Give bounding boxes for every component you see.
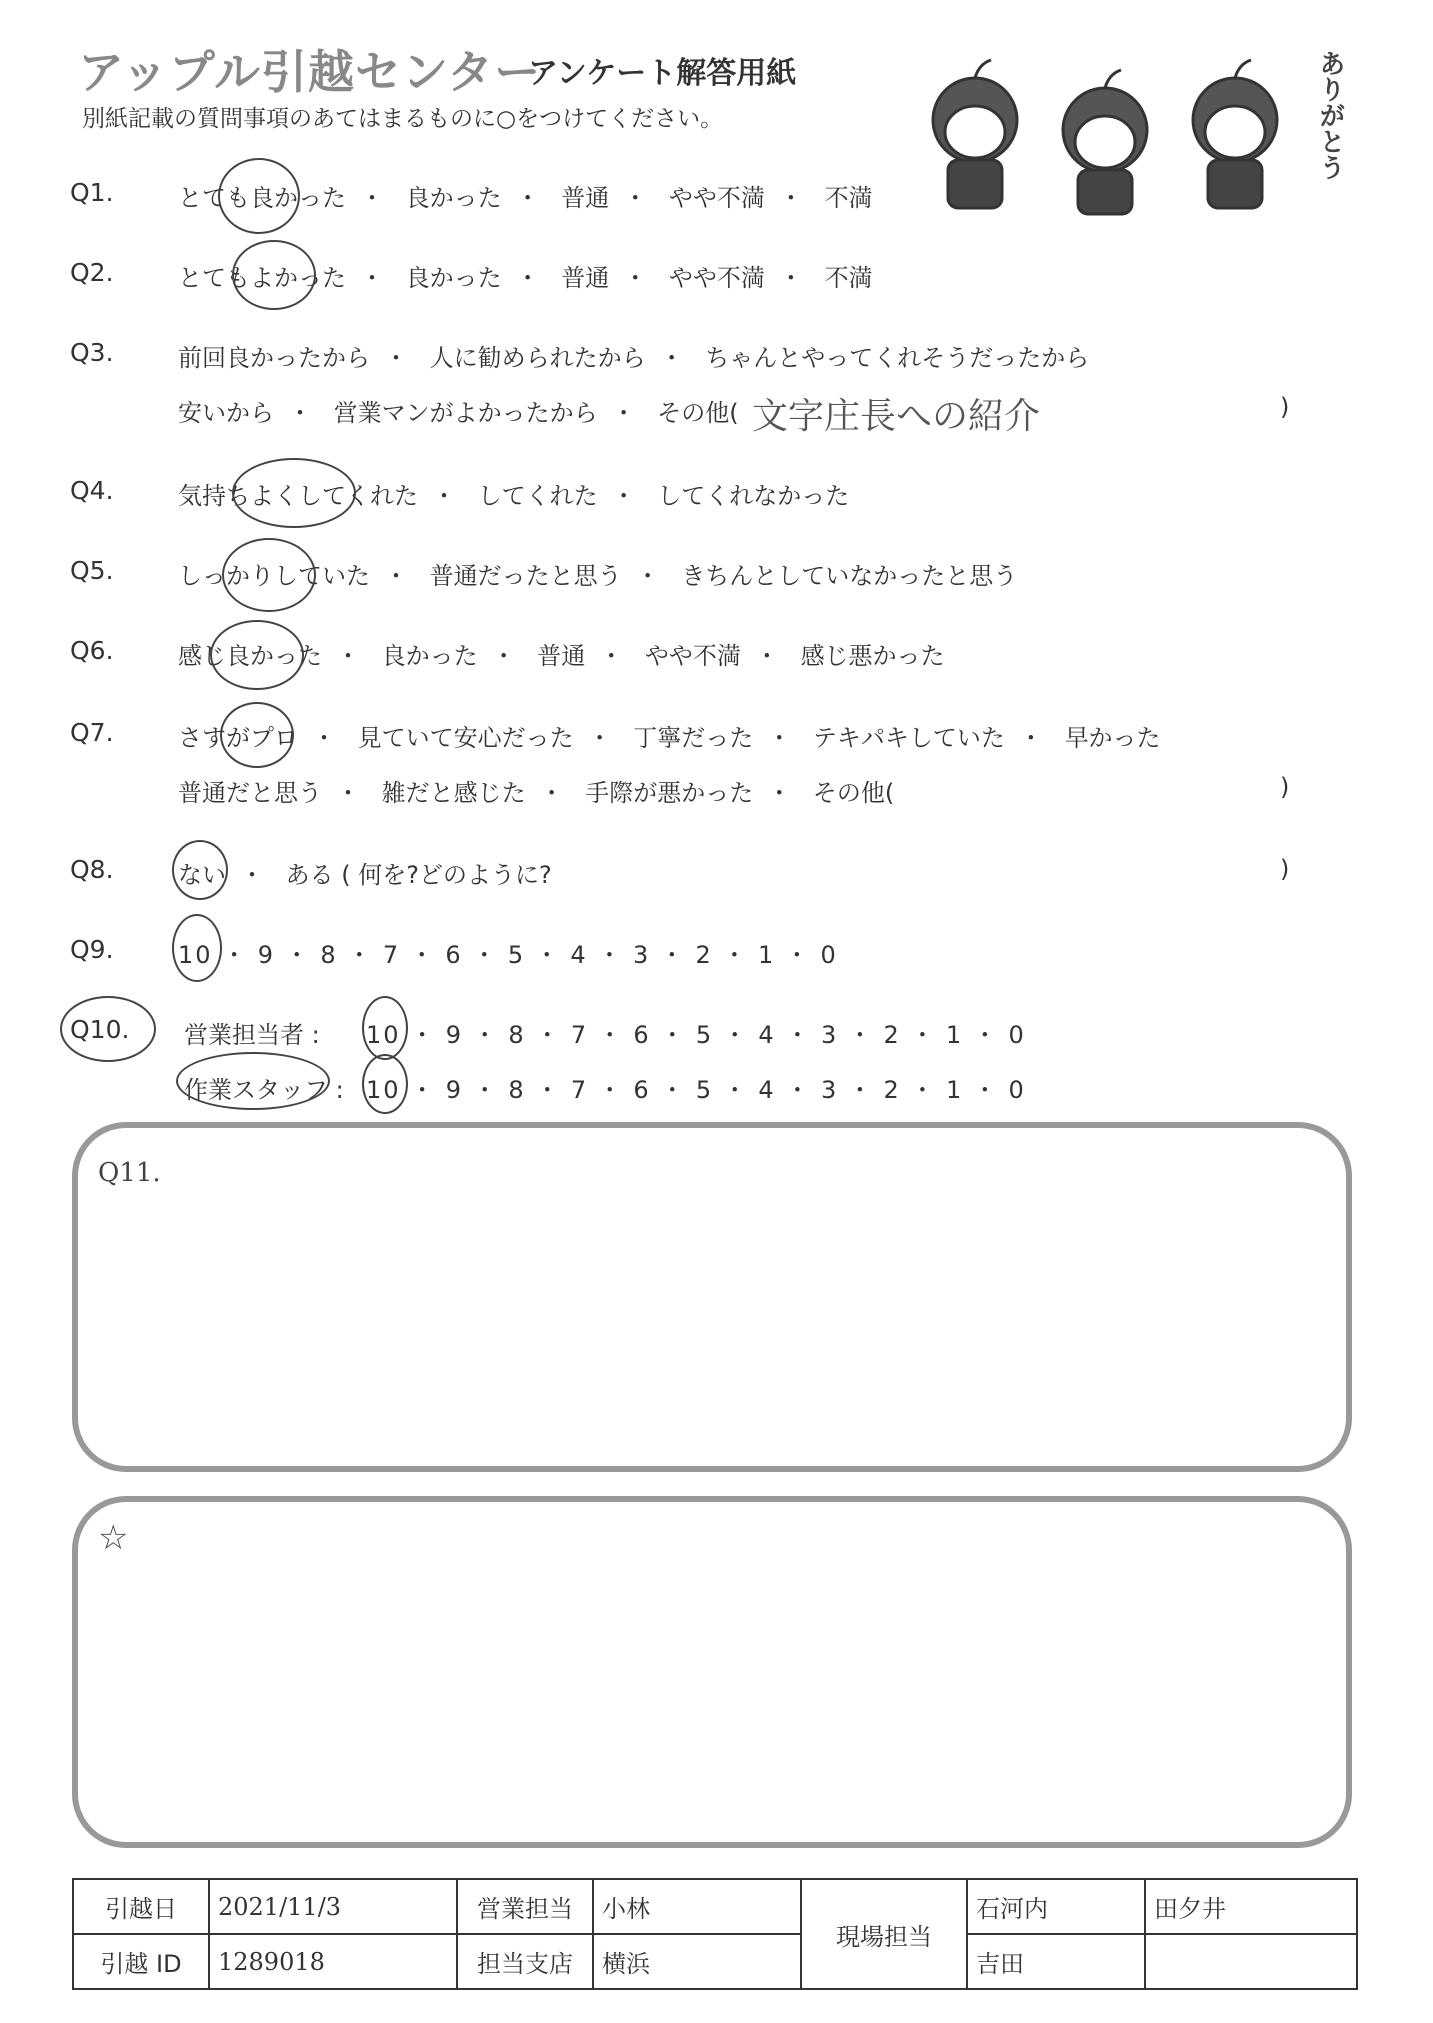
q9-scale[interactable]: 10 ・ 9 ・ 8 ・ 7 ・ 6 ・ 5 ・ 4 ・ 3 ・ 2 ・ 1 ・ 0	[178, 941, 838, 969]
q6-option[interactable]: やや不満	[644, 642, 741, 670]
q3-options-line2: 安いから ・ 営業マンがよかったから ・ その他(	[178, 399, 739, 427]
site-staff-label: 現場担当	[801, 1879, 967, 1989]
q8-option[interactable]: ある ( 何を?どのように?	[285, 861, 552, 889]
move-date-value: 2021/11/3	[209, 1879, 457, 1934]
q11-label: Q11.	[98, 1158, 161, 1188]
q2-option[interactable]: とてもよかった	[178, 264, 346, 292]
q7-option[interactable]: 雑だと感じた	[381, 779, 526, 807]
q3-option[interactable]: 前回良かったから	[178, 344, 370, 372]
q7-number: Q7.	[70, 718, 114, 747]
q7-options-line1: さすがプロ ・ 見ていて安心だった ・ 丁寧だった ・ テキパキしていた ・ 早かった	[178, 724, 1161, 752]
q1-option[interactable]: 不満	[824, 184, 873, 212]
q5-option[interactable]: 普通だったと思う	[429, 562, 622, 590]
q10-sales-label: 営業担当者 :	[184, 1021, 320, 1049]
q10-number-circle	[60, 996, 156, 1062]
q1-answer-circle	[218, 158, 300, 234]
q2-answer-circle	[232, 240, 316, 310]
move-id-label: 引越 ID	[73, 1934, 209, 1989]
q3-option[interactable]: ちゃんとやってくれそうだったから	[705, 344, 1090, 372]
q4-number: Q4.	[70, 476, 114, 505]
q1-option[interactable]: とても良かった	[178, 184, 346, 212]
q7-option[interactable]: 手際が悪かった	[585, 779, 754, 807]
q6-option[interactable]: 感じ悪かった	[800, 642, 945, 670]
q6-option[interactable]: 良かった	[381, 642, 478, 670]
q5-option[interactable]: きちんとしていなかったと思う	[681, 562, 1018, 590]
site-staff-empty-cell	[1145, 1934, 1357, 1989]
q8-option[interactable]: ない	[178, 861, 226, 889]
q3-option[interactable]: 人に勧められたから	[429, 344, 646, 372]
q10-staff-label: 作業スタッフ :	[184, 1076, 344, 1104]
q2-option[interactable]: 不満	[824, 264, 873, 292]
q10-number: Q10.	[70, 1015, 130, 1044]
q9-answer-circle	[172, 914, 222, 982]
sales-label: 営業担当	[457, 1879, 593, 1934]
q9-number: Q9.	[70, 935, 114, 964]
q5-option[interactable]: しっかりしていた	[178, 562, 370, 590]
q7-option[interactable]: 見ていて安心だった	[357, 724, 574, 752]
thanks-text: ありがとう	[1315, 50, 1345, 180]
q1-option[interactable]: 良かった	[405, 184, 502, 212]
move-date-label: 引越日	[73, 1879, 209, 1934]
move-id-value: 1289018	[209, 1934, 457, 1989]
q10-staff-label-circle	[176, 1052, 330, 1110]
q2-option[interactable]: 普通	[561, 264, 610, 292]
q6-number: Q6.	[70, 636, 114, 665]
instruction-text: 別紙記載の質問事項のあてはまるものに○をつけてください。	[82, 106, 724, 132]
q4-option[interactable]: してくれなかった	[657, 482, 850, 510]
monkey-2-icon	[1063, 70, 1147, 214]
q6-options: 感じ良かった ・ 良かった ・ 普通 ・ やや不満 ・ 感じ悪かった	[178, 642, 945, 670]
q4-option[interactable]: してくれた	[477, 482, 598, 510]
q8-options: ない ・ ある ( 何を?どのように?	[178, 861, 552, 889]
q10-staff-answer-circle	[362, 1054, 408, 1114]
q3-other-handwritten: 文字庄長への紹介	[752, 396, 1041, 437]
star-label: ☆	[98, 1518, 129, 1558]
q3-option-other[interactable]: その他(	[657, 399, 739, 427]
q8-paren-close: )	[1280, 855, 1290, 883]
monkey-mascots-illustration	[890, 40, 1330, 220]
monkey-3-icon	[1193, 60, 1277, 208]
q7-option[interactable]: テキパキしていた	[812, 724, 1005, 752]
q7-option-other[interactable]: その他(	[812, 779, 895, 807]
star-comment-box[interactable]	[72, 1496, 1352, 1848]
sales-person-value: 小林	[593, 1879, 801, 1934]
monkey-1-icon	[933, 60, 1017, 208]
q10-staff-scale[interactable]: 10 ・ 9 ・ 8 ・ 7 ・ 6 ・ 5 ・ 4 ・ 3 ・ 2 ・ 1 ・ 0	[366, 1076, 1026, 1104]
form-subtitle: アンケート解答用紙	[528, 56, 797, 91]
q3-options-line1: 前回良かったから ・ 人に勧められたから ・ ちゃんとやってくれそうだったから	[178, 344, 1090, 372]
q4-option[interactable]: 気持ちよくしてくれた	[178, 482, 418, 510]
q6-option[interactable]: 普通	[537, 642, 586, 670]
branch-value: 横浜	[593, 1934, 801, 1989]
q7-option[interactable]: 普通だと思う	[178, 779, 322, 807]
q7-answer-circle	[220, 702, 294, 768]
q7-option[interactable]: 丁寧だった	[633, 724, 754, 752]
q3-option[interactable]: 安いから	[178, 399, 274, 427]
q4-answer-circle	[232, 458, 356, 528]
q5-number: Q5.	[70, 556, 114, 585]
q1-options: とても良かった ・ 良かった ・ 普通 ・ やや不満 ・ 不満	[178, 184, 873, 212]
branch-label: 担当支店	[457, 1934, 593, 1989]
q3-paren-close: )	[1280, 393, 1290, 421]
q2-option[interactable]: 良かった	[405, 264, 502, 292]
q2-number: Q2.	[70, 258, 114, 287]
q1-option[interactable]: 普通	[561, 184, 610, 212]
q4-options: 気持ちよくしてくれた ・ してくれた ・ してくれなかった	[178, 482, 850, 510]
q3-option[interactable]: 営業マンがよかったから	[333, 399, 598, 427]
site-staff-2: 田夕井	[1145, 1879, 1357, 1934]
brand-title: アップル引越センター	[78, 45, 542, 99]
q7-option[interactable]: さすがプロ	[178, 724, 298, 752]
q1-option[interactable]: やや不満	[668, 184, 765, 212]
q8-number: Q8.	[70, 855, 114, 884]
q10-sales-scale[interactable]: 10 ・ 9 ・ 8 ・ 7 ・ 6 ・ 5 ・ 4 ・ 3 ・ 2 ・ 1 ・ 0	[366, 1021, 1026, 1049]
q7-options-line2: 普通だと思う ・ 雑だと感じた ・ 手際が悪かった ・ その他(	[178, 779, 895, 807]
q11-comment-box[interactable]	[72, 1122, 1352, 1472]
q10-sales-answer-circle	[362, 996, 408, 1060]
q6-option[interactable]: 感じ良かった	[178, 642, 322, 670]
q6-answer-circle	[210, 620, 304, 690]
site-staff-1: 石河内	[967, 1879, 1145, 1934]
site-staff-3: 吉田	[967, 1934, 1145, 1989]
q7-option[interactable]: 早かった	[1064, 724, 1161, 752]
q3-number: Q3.	[70, 338, 114, 367]
q1-number: Q1.	[70, 178, 114, 207]
q8-answer-circle	[172, 840, 228, 900]
q2-options: とてもよかった ・ 良かった ・ 普通 ・ やや不満 ・ 不満	[178, 264, 873, 292]
footer-info-table	[72, 1878, 1358, 1990]
q7-paren-close: )	[1280, 773, 1290, 801]
q2-option[interactable]: やや不満	[668, 264, 765, 292]
q5-answer-circle	[222, 538, 316, 612]
q5-options: しっかりしていた ・ 普通だったと思う ・ きちんとしていなかったと思う	[178, 562, 1018, 590]
